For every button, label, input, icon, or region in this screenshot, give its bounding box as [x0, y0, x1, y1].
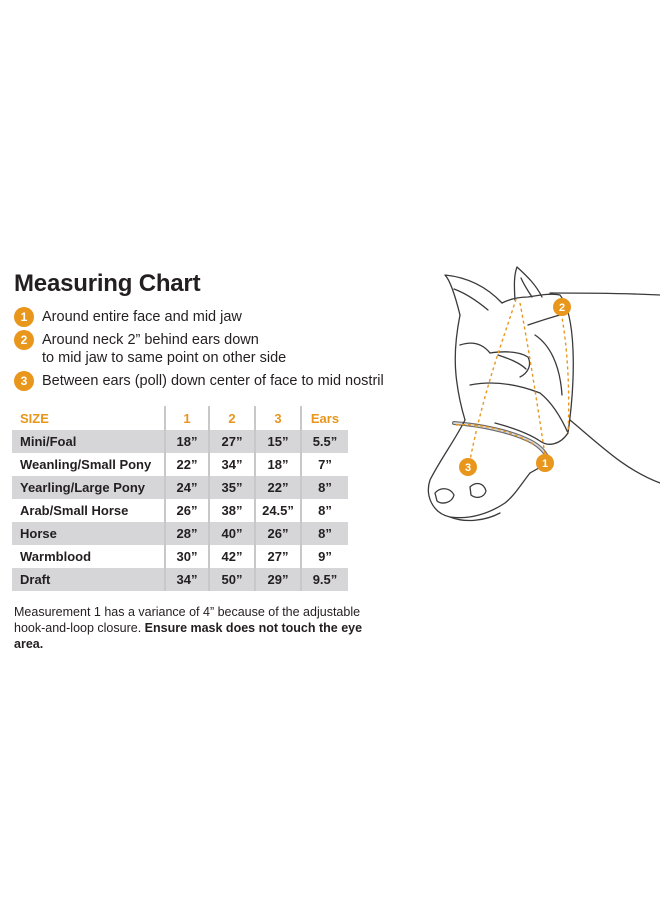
measure-2-cell: 35” — [209, 476, 255, 499]
size-table — [12, 406, 348, 591]
size-cell: Draft — [12, 568, 165, 591]
ears-cell: 9” — [301, 545, 348, 568]
size-cell: Mini/Foal — [12, 430, 165, 453]
measure-2-cell: 27” — [209, 430, 255, 453]
size-cell: Arab/Small Horse — [20, 503, 129, 518]
marker-2-label: 2 — [558, 302, 566, 314]
mask-outline — [495, 294, 573, 444]
step-number-badge: 2 — [14, 330, 34, 350]
step-text: Between ears (poll) down center of face to mid nostril — [42, 373, 384, 389]
marker-1-label: 1 — [541, 458, 549, 470]
header-measure-3: 3 — [255, 406, 301, 430]
chart-title: Measuring Chart — [14, 270, 201, 297]
measure-1-cell: 18” — [165, 430, 209, 453]
note-warning: Ensure mask does not touch the eye area. — [14, 621, 363, 651]
left-ear-inner — [454, 289, 488, 310]
header-measure-2: 2 — [209, 406, 255, 430]
neck-bottom-line — [570, 420, 660, 483]
measure-1-cell: 26” — [165, 499, 209, 522]
measure-3-cell: 24.5” — [255, 499, 301, 522]
measure-2-cell: 42” — [209, 545, 255, 568]
measure-3-cell: 15” — [255, 430, 301, 453]
ears-cell: 8” — [301, 499, 348, 522]
measure-2-cell: 40” — [209, 522, 255, 545]
eye-cover-outline — [490, 352, 530, 377]
measure-3-cell: 29” — [255, 568, 301, 591]
ears-cell: 5.5” — [301, 430, 348, 453]
mesh-line — [535, 335, 562, 395]
measure-line-2 — [560, 307, 569, 433]
step-3 — [14, 372, 384, 391]
neck-top-line — [550, 293, 660, 295]
measure-line-3 — [470, 299, 516, 460]
size-cell: Weanling/Small Pony — [20, 457, 152, 472]
table-row — [12, 568, 348, 591]
measure-1-cell: 34” — [165, 568, 209, 591]
step-number-badge: 1 — [14, 307, 34, 327]
measure-3-cell: 22” — [255, 476, 301, 499]
note-text: Measurement 1 has a variance of 4” because of the adjustable hook-and-loop closure. — [14, 605, 361, 635]
size-cell: Horse — [12, 522, 165, 545]
measure-3-cell: 27” — [255, 545, 301, 568]
size-cell: Yearling/Large Pony — [12, 476, 165, 499]
step-1 — [14, 308, 242, 327]
ears-cell: 8” — [301, 522, 348, 545]
marker-1 — [536, 454, 554, 472]
step-text: Around entire face and mid jaw — [42, 309, 242, 325]
measure-3-cell: 18” — [255, 453, 301, 476]
measure-3-cell: 26” — [255, 522, 301, 545]
marker-3 — [459, 458, 477, 476]
table-row — [12, 430, 348, 453]
step-text: Around neck 2” behind ears down to mid jaw to same point on other side — [42, 332, 287, 366]
horse-head-diagram — [410, 255, 660, 545]
mesh-line — [498, 355, 526, 369]
table-row — [12, 476, 348, 499]
ears-cell: 8” — [301, 476, 348, 499]
table-row — [12, 453, 348, 476]
ears-cell: 7” — [301, 453, 348, 476]
step-number-badge: 3 — [14, 371, 34, 391]
measure-2-cell: 50” — [209, 568, 255, 591]
measure-1-cell: 22” — [165, 453, 209, 476]
measure-1-cell: 24” — [165, 476, 209, 499]
ears-cell: 9.5” — [301, 568, 348, 591]
table-header-row — [12, 406, 348, 430]
marker-2 — [553, 298, 571, 316]
mesh-line — [460, 343, 490, 353]
face-front-line — [455, 315, 465, 420]
header-size: SIZE — [20, 410, 49, 426]
nostril-right — [470, 484, 486, 498]
measurement-note — [14, 604, 394, 652]
header-measure-1: 1 — [165, 406, 209, 430]
measure-1-cell: 30” — [165, 545, 209, 568]
marker-3-label: 3 — [464, 462, 472, 474]
size-cell: Warmblood — [20, 549, 92, 564]
mesh-line — [528, 315, 560, 325]
step-2 — [14, 331, 286, 367]
table-row — [12, 522, 348, 545]
measure-1-cell: 28” — [165, 522, 209, 545]
measure-2-cell: 34” — [209, 453, 255, 476]
measure-2-cell: 38” — [209, 499, 255, 522]
table-row — [12, 545, 348, 568]
left-ear — [445, 275, 502, 315]
table-row — [12, 499, 348, 522]
nostril-left — [435, 489, 454, 503]
header-ears: Ears — [301, 406, 348, 430]
